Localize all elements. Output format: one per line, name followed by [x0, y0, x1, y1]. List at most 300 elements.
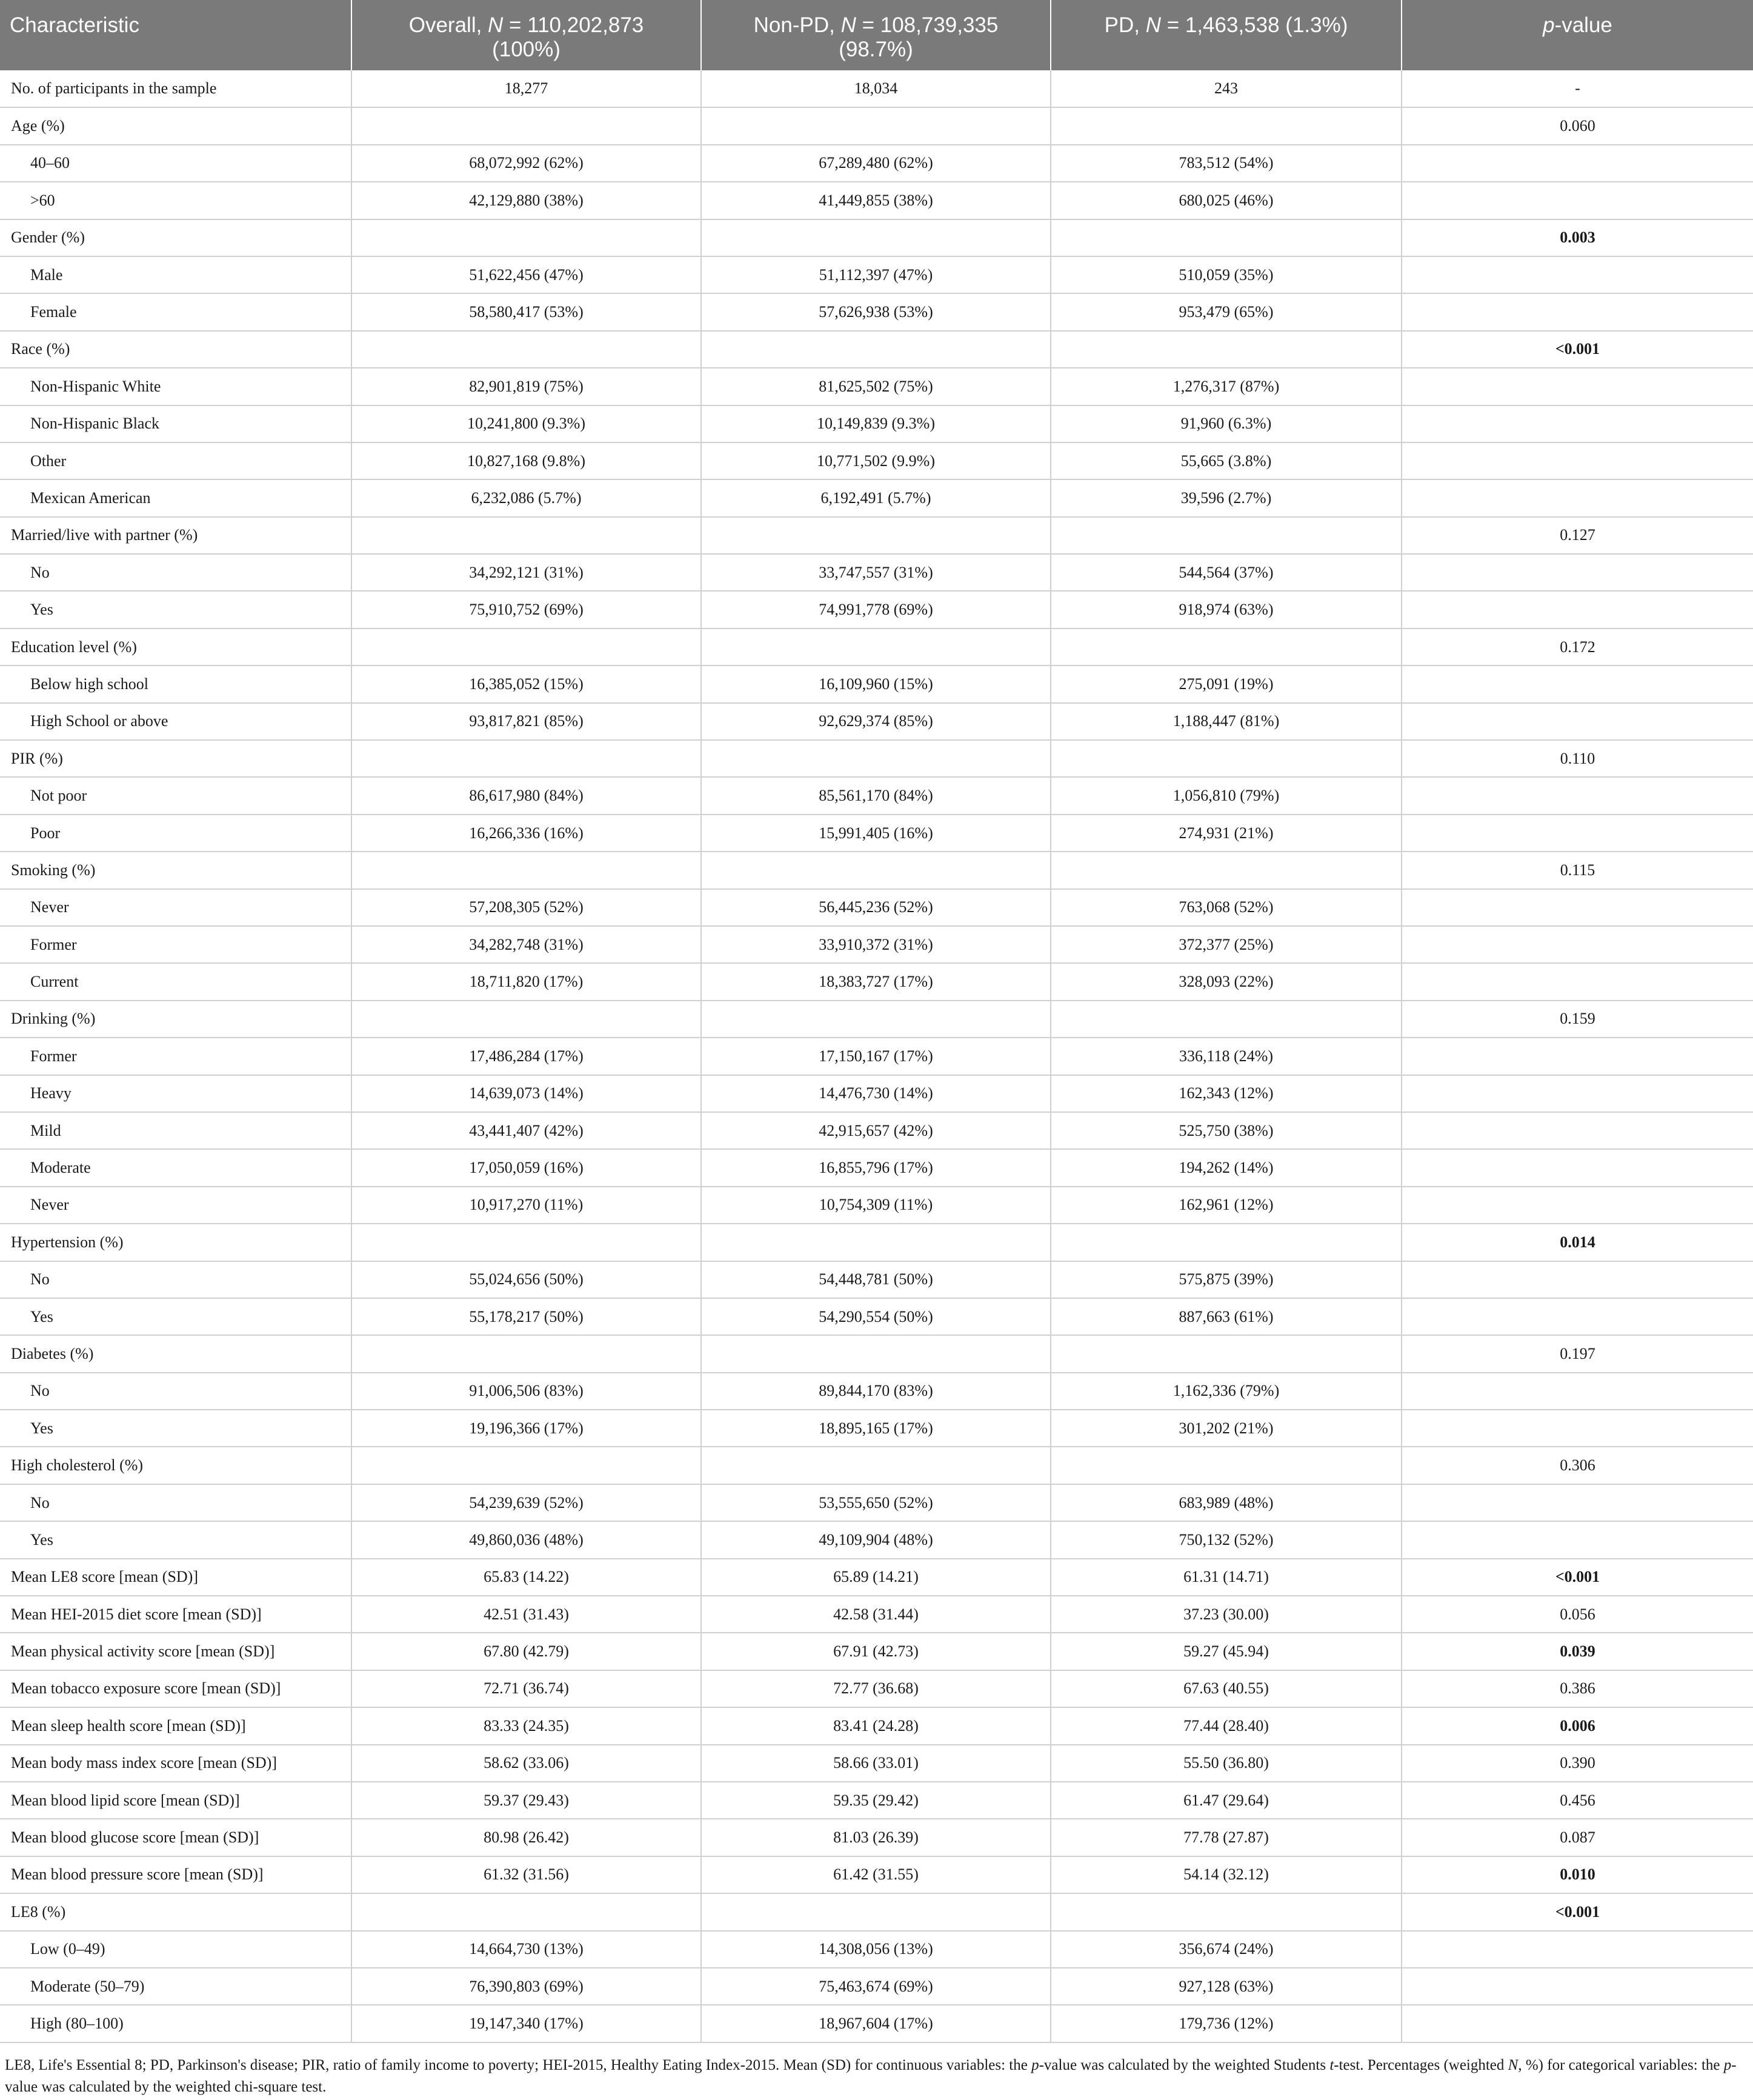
table-row	[0, 1075, 1753, 1112]
cell-characteristic: Never	[0, 889, 351, 926]
table-row	[0, 1001, 1753, 1038]
header-italic: N	[1145, 13, 1161, 37]
cell-non-pd: 72.77 (36.68)	[701, 1670, 1051, 1707]
cell-overall: 6,232,086 (5.7%)	[351, 479, 701, 516]
header-overall	[351, 0, 701, 70]
cell-pd: 887,663 (61%)	[1051, 1298, 1402, 1335]
cell-characteristic: Drinking (%)	[0, 1001, 351, 1038]
cell-characteristic: Yes	[0, 591, 351, 628]
cell-pd: 918,974 (63%)	[1051, 591, 1402, 628]
cell-pd: 575,875 (39%)	[1051, 1261, 1402, 1298]
cell-characteristic: Former	[0, 926, 351, 963]
cell-non-pd: 89,844,170 (83%)	[701, 1373, 1051, 1410]
cell-overall	[351, 1893, 701, 1930]
cell-pd: 1,276,317 (87%)	[1051, 368, 1402, 405]
table-row	[0, 703, 1753, 740]
cell-characteristic: High (80–100)	[0, 2005, 351, 2042]
cell-overall: 57,208,305 (52%)	[351, 889, 701, 926]
cell-non-pd: 75,463,674 (69%)	[701, 1968, 1051, 2005]
cell-pd: 194,262 (14%)	[1051, 1149, 1402, 1186]
cell-non-pd	[701, 1893, 1051, 1930]
table-row	[0, 331, 1753, 368]
cell-pd: 162,961 (12%)	[1051, 1187, 1402, 1224]
cell-non-pd: 81,625,502 (75%)	[701, 368, 1051, 405]
cell-overall: 19,147,340 (17%)	[351, 2005, 701, 2042]
table-row	[0, 70, 1753, 107]
cell-characteristic: No	[0, 1261, 351, 1298]
header-p-value	[1402, 0, 1753, 70]
cell-characteristic: Heavy	[0, 1075, 351, 1112]
cell-p-value: 0.087	[1402, 1819, 1753, 1856]
cell-overall: 75,910,752 (69%)	[351, 591, 701, 628]
cell-characteristic: Hypertension (%)	[0, 1224, 351, 1261]
header-text: Characteristic	[10, 13, 139, 37]
table-row	[0, 665, 1753, 702]
cell-overall: 68,072,992 (62%)	[351, 145, 701, 182]
cell-characteristic: Not poor	[0, 777, 351, 814]
cell-characteristic: Male	[0, 256, 351, 293]
table-row	[0, 1521, 1753, 1558]
cell-p-value	[1402, 405, 1753, 442]
cell-characteristic: Other	[0, 442, 351, 479]
cell-pd: 77.44 (28.40)	[1051, 1707, 1402, 1744]
cell-p-value	[1402, 442, 1753, 479]
table-row	[0, 777, 1753, 814]
header-text-after: = 108,739,335	[856, 13, 999, 37]
cell-p-value: 0.010	[1402, 1856, 1753, 1893]
cell-p-value: <0.001	[1402, 1893, 1753, 1930]
cell-characteristic: Diabetes (%)	[0, 1335, 351, 1372]
cell-characteristic: Former	[0, 1038, 351, 1075]
cell-non-pd: 18,034	[701, 70, 1051, 107]
cell-p-value	[1402, 777, 1753, 814]
cell-overall: 14,664,730 (13%)	[351, 1931, 701, 1968]
cell-non-pd: 18,383,727 (17%)	[701, 963, 1051, 1000]
cell-characteristic: Race (%)	[0, 331, 351, 368]
table-row	[0, 182, 1753, 219]
cell-pd	[1051, 628, 1402, 665]
table-row	[0, 1819, 1753, 1856]
cell-overall	[351, 740, 701, 777]
cell-overall	[351, 1335, 701, 1372]
cell-characteristic: Mean body mass index score [mean (SD)]	[0, 1745, 351, 1782]
cell-overall: 18,711,820 (17%)	[351, 963, 701, 1000]
cell-p-value	[1402, 145, 1753, 182]
cell-p-value: 0.115	[1402, 852, 1753, 888]
table-row	[0, 1484, 1753, 1521]
cell-characteristic: Yes	[0, 1521, 351, 1558]
cell-pd: 356,674 (24%)	[1051, 1931, 1402, 1968]
table-row	[0, 815, 1753, 852]
cell-overall: 10,827,168 (9.8%)	[351, 442, 701, 479]
cell-characteristic: Mean blood lipid score [mean (SD)]	[0, 1782, 351, 1819]
cell-p-value: 0.386	[1402, 1670, 1753, 1707]
cell-non-pd: 15,991,405 (16%)	[701, 815, 1051, 852]
cell-pd: 1,162,336 (79%)	[1051, 1373, 1402, 1410]
table-row	[0, 1596, 1753, 1633]
cell-overall: 17,050,059 (16%)	[351, 1149, 701, 1186]
footnote-italic: p	[1723, 2057, 1732, 2073]
cell-p-value: 0.056	[1402, 1596, 1753, 1633]
cell-overall: 59.37 (29.43)	[351, 1782, 701, 1819]
cell-p-value	[1402, 1521, 1753, 1558]
cell-pd: 39,596 (2.7%)	[1051, 479, 1402, 516]
cell-pd: 301,202 (21%)	[1051, 1410, 1402, 1447]
table-row	[0, 2005, 1753, 2042]
cell-non-pd: 10,771,502 (9.9%)	[701, 442, 1051, 479]
cell-pd: 91,960 (6.3%)	[1051, 405, 1402, 442]
cell-non-pd: 85,561,170 (84%)	[701, 777, 1051, 814]
cell-characteristic: Yes	[0, 1298, 351, 1335]
table-row	[0, 554, 1753, 591]
header-italic: N	[488, 13, 504, 37]
cell-pd	[1051, 1447, 1402, 1484]
cell-p-value	[1402, 1484, 1753, 1521]
cell-overall: 49,860,036 (48%)	[351, 1521, 701, 1558]
cell-pd: 61.47 (29.64)	[1051, 1782, 1402, 1819]
header-subtext: (98.7%)	[839, 38, 913, 61]
cell-non-pd: 16,855,796 (17%)	[701, 1149, 1051, 1186]
cell-pd: 510,059 (35%)	[1051, 256, 1402, 293]
cell-p-value	[1402, 1075, 1753, 1112]
cell-overall: 34,292,121 (31%)	[351, 554, 701, 591]
cell-non-pd: 33,910,372 (31%)	[701, 926, 1051, 963]
cell-characteristic: Moderate (50–79)	[0, 1968, 351, 2005]
cell-overall: 42.51 (31.43)	[351, 1596, 701, 1633]
table-row	[0, 926, 1753, 963]
table-row	[0, 1670, 1753, 1707]
cell-characteristic: No	[0, 1484, 351, 1521]
cell-overall: 19,196,366 (17%)	[351, 1410, 701, 1447]
table-row	[0, 1187, 1753, 1224]
cell-p-value: <0.001	[1402, 1559, 1753, 1596]
table-row	[0, 628, 1753, 665]
cell-non-pd	[701, 517, 1051, 554]
footnote-text: -value was calculated by the weighted chi-square test.	[5, 2057, 1737, 2095]
cell-pd: 953,479 (65%)	[1051, 293, 1402, 330]
cell-overall: 58.62 (33.06)	[351, 1745, 701, 1782]
cell-p-value	[1402, 479, 1753, 516]
cell-characteristic: >60	[0, 182, 351, 219]
table-row	[0, 1149, 1753, 1186]
table-row	[0, 1038, 1753, 1075]
cell-pd: 336,118 (24%)	[1051, 1038, 1402, 1075]
cell-p-value	[1402, 1038, 1753, 1075]
header-italic: N	[840, 13, 856, 37]
cell-pd: 162,343 (12%)	[1051, 1075, 1402, 1112]
cell-non-pd: 10,149,839 (9.3%)	[701, 405, 1051, 442]
cell-pd	[1051, 219, 1402, 256]
cell-non-pd	[701, 1001, 1051, 1038]
cell-characteristic: PIR (%)	[0, 740, 351, 777]
table-row	[0, 1931, 1753, 1968]
cell-characteristic: Below high school	[0, 665, 351, 702]
footnote-italic: t	[1329, 2057, 1334, 2073]
cell-overall	[351, 331, 701, 368]
cell-non-pd: 18,967,604 (17%)	[701, 2005, 1051, 2042]
cell-p-value	[1402, 703, 1753, 740]
cell-non-pd: 65.89 (14.21)	[701, 1559, 1051, 1596]
table-row	[0, 1373, 1753, 1410]
cell-characteristic: Mexican American	[0, 479, 351, 516]
table-row	[0, 1893, 1753, 1930]
cell-non-pd: 51,112,397 (47%)	[701, 256, 1051, 293]
cell-non-pd: 56,445,236 (52%)	[701, 889, 1051, 926]
cell-p-value: 0.197	[1402, 1335, 1753, 1372]
cell-non-pd	[701, 331, 1051, 368]
cell-overall: 72.71 (36.74)	[351, 1670, 701, 1707]
cell-overall	[351, 517, 701, 554]
table-row	[0, 1224, 1753, 1261]
table-row	[0, 1559, 1753, 1596]
cell-pd	[1051, 517, 1402, 554]
cell-p-value	[1402, 665, 1753, 702]
cell-pd: 77.78 (27.87)	[1051, 1819, 1402, 1856]
cell-pd	[1051, 1224, 1402, 1261]
cell-non-pd: 6,192,491 (5.7%)	[701, 479, 1051, 516]
table-row	[0, 1447, 1753, 1484]
cell-pd: 372,377 (25%)	[1051, 926, 1402, 963]
cell-non-pd: 81.03 (26.39)	[701, 1819, 1051, 1856]
cell-characteristic: Mean physical activity score [mean (SD)]	[0, 1633, 351, 1670]
cell-non-pd: 10,754,309 (11%)	[701, 1187, 1051, 1224]
cell-characteristic: Married/live with partner (%)	[0, 517, 351, 554]
cell-pd: 243	[1051, 70, 1402, 107]
header-text: PD,	[1104, 13, 1146, 37]
header-non-pd	[701, 0, 1051, 70]
cell-p-value	[1402, 1298, 1753, 1335]
cell-p-value	[1402, 1410, 1753, 1447]
cell-pd: 328,093 (22%)	[1051, 963, 1402, 1000]
cell-p-value: 0.172	[1402, 628, 1753, 665]
table-row	[0, 1410, 1753, 1447]
cell-overall: 58,580,417 (53%)	[351, 293, 701, 330]
cell-overall	[351, 628, 701, 665]
cell-p-value: 0.003	[1402, 219, 1753, 256]
cell-overall: 51,622,456 (47%)	[351, 256, 701, 293]
header-pd	[1051, 0, 1402, 70]
table-row	[0, 1261, 1753, 1298]
cell-p-value	[1402, 1149, 1753, 1186]
cell-pd	[1051, 852, 1402, 888]
header-text-after: = 110,202,873	[503, 13, 644, 37]
footnote-text: LE8, Life's Essential 8; PD, Parkinson's disease; PIR, ratio of family income to poverty; HEI-2015, Healthy Eating Index-2015. Mean (SD) for continuous variables: the	[5, 2057, 1032, 2073]
cell-non-pd: 74,991,778 (69%)	[701, 591, 1051, 628]
cell-characteristic: Moderate	[0, 1149, 351, 1186]
cell-non-pd: 42.58 (31.44)	[701, 1596, 1051, 1633]
cell-non-pd	[701, 1447, 1051, 1484]
footnote-italic: N	[1508, 2057, 1518, 2073]
cell-characteristic: Mean blood glucose score [mean (SD)]	[0, 1819, 351, 1856]
cell-p-value	[1402, 2005, 1753, 2042]
cell-characteristic: Education level (%)	[0, 628, 351, 665]
cell-p-value	[1402, 1968, 1753, 2005]
cell-overall: 43,441,407 (42%)	[351, 1112, 701, 1149]
table-row	[0, 256, 1753, 293]
cell-pd: 67.63 (40.55)	[1051, 1670, 1402, 1707]
cell-overall	[351, 1447, 701, 1484]
header-text-after: = 1,463,538 (1.3%)	[1160, 13, 1348, 37]
cell-overall: 54,239,639 (52%)	[351, 1484, 701, 1521]
cell-pd: 274,931 (21%)	[1051, 815, 1402, 852]
cell-non-pd	[701, 628, 1051, 665]
cell-p-value: 0.306	[1402, 1447, 1753, 1484]
cell-overall	[351, 852, 701, 888]
table-row	[0, 1707, 1753, 1744]
cell-pd: 783,512 (54%)	[1051, 145, 1402, 182]
cell-pd: 275,091 (19%)	[1051, 665, 1402, 702]
cell-non-pd: 59.35 (29.42)	[701, 1782, 1051, 1819]
cell-p-value	[1402, 554, 1753, 591]
cell-p-value	[1402, 889, 1753, 926]
cell-non-pd	[701, 1335, 1051, 1372]
cell-overall: 83.33 (24.35)	[351, 1707, 701, 1744]
cell-non-pd: 67,289,480 (62%)	[701, 145, 1051, 182]
cell-non-pd: 57,626,938 (53%)	[701, 293, 1051, 330]
cell-overall: 55,024,656 (50%)	[351, 1261, 701, 1298]
cell-pd: 763,068 (52%)	[1051, 889, 1402, 926]
cell-characteristic: Mild	[0, 1112, 351, 1149]
cell-characteristic: Never	[0, 1187, 351, 1224]
table-row	[0, 442, 1753, 479]
table-row	[0, 368, 1753, 405]
cell-pd: 61.31 (14.71)	[1051, 1559, 1402, 1596]
cell-p-value	[1402, 1931, 1753, 1968]
cell-overall: 93,817,821 (85%)	[351, 703, 701, 740]
cell-characteristic: Poor	[0, 815, 351, 852]
cell-overall: 65.83 (14.22)	[351, 1559, 701, 1596]
cell-non-pd	[701, 107, 1051, 144]
cell-p-value	[1402, 293, 1753, 330]
cell-p-value	[1402, 815, 1753, 852]
table-row	[0, 1782, 1753, 1819]
cell-pd: 927,128 (63%)	[1051, 1968, 1402, 2005]
cell-non-pd: 54,290,554 (50%)	[701, 1298, 1051, 1335]
cell-pd	[1051, 1001, 1402, 1038]
cell-overall: 67.80 (42.79)	[351, 1633, 701, 1670]
cell-p-value	[1402, 368, 1753, 405]
cell-p-value	[1402, 256, 1753, 293]
cell-non-pd: 41,449,855 (38%)	[701, 182, 1051, 219]
cell-pd: 55.50 (36.80)	[1051, 1745, 1402, 1782]
footnote-text: , %) for categorical variables: the	[1518, 2057, 1724, 2073]
footnote-text: -value was calculated by the weighted Students	[1039, 2057, 1330, 2073]
table-row	[0, 1856, 1753, 1893]
header-row	[0, 0, 1753, 70]
table-row	[0, 517, 1753, 554]
cell-pd: 54.14 (32.12)	[1051, 1856, 1402, 1893]
cell-characteristic: No	[0, 554, 351, 591]
cell-characteristic: No	[0, 1373, 351, 1410]
cell-overall: 10,917,270 (11%)	[351, 1187, 701, 1224]
cell-overall: 10,241,800 (9.3%)	[351, 405, 701, 442]
cell-non-pd: 18,895,165 (17%)	[701, 1410, 1051, 1447]
cell-characteristic: Mean HEI-2015 diet score [mean (SD)]	[0, 1596, 351, 1633]
cell-characteristic: Low (0–49)	[0, 1931, 351, 1968]
cell-non-pd	[701, 1224, 1051, 1261]
table-row	[0, 1298, 1753, 1335]
table-header	[0, 0, 1753, 70]
cell-non-pd: 33,747,557 (31%)	[701, 554, 1051, 591]
cell-overall	[351, 219, 701, 256]
cell-characteristic: 40–60	[0, 145, 351, 182]
cell-pd: 1,188,447 (81%)	[1051, 703, 1402, 740]
table-row	[0, 591, 1753, 628]
table-row	[0, 1745, 1753, 1782]
cell-overall	[351, 107, 701, 144]
cell-pd: 1,056,810 (79%)	[1051, 777, 1402, 814]
cell-pd: 59.27 (45.94)	[1051, 1633, 1402, 1670]
cell-characteristic: Non-Hispanic Black	[0, 405, 351, 442]
cell-p-value	[1402, 591, 1753, 628]
cell-pd: 683,989 (48%)	[1051, 1484, 1402, 1521]
cell-overall: 17,486,284 (17%)	[351, 1038, 701, 1075]
cell-non-pd: 14,308,056 (13%)	[701, 1931, 1051, 1968]
header-text: Non-PD,	[753, 13, 841, 37]
cell-p-value: 0.006	[1402, 1707, 1753, 1744]
cell-pd	[1051, 331, 1402, 368]
cell-characteristic: Gender (%)	[0, 219, 351, 256]
cell-overall	[351, 1001, 701, 1038]
cell-non-pd: 83.41 (24.28)	[701, 1707, 1051, 1744]
header-text: Overall,	[408, 13, 488, 37]
table-row	[0, 219, 1753, 256]
cell-p-value: -	[1402, 70, 1753, 107]
cell-p-value: 0.060	[1402, 107, 1753, 144]
cell-pd: 37.23 (30.00)	[1051, 1596, 1402, 1633]
cell-p-value: 0.456	[1402, 1782, 1753, 1819]
footnote-text: -test. Percentages (weighted	[1334, 2057, 1508, 2073]
cell-overall: 55,178,217 (50%)	[351, 1298, 701, 1335]
cell-p-value: 0.390	[1402, 1745, 1753, 1782]
cell-pd	[1051, 740, 1402, 777]
cell-p-value	[1402, 963, 1753, 1000]
header-characteristic	[0, 0, 351, 70]
cell-characteristic: Non-Hispanic White	[0, 368, 351, 405]
cell-p-value: 0.159	[1402, 1001, 1753, 1038]
footnote-italic: p	[1031, 2057, 1039, 2073]
header-text-after: -value	[1554, 13, 1612, 37]
table-row	[0, 963, 1753, 1000]
cell-characteristic: Female	[0, 293, 351, 330]
cell-characteristic: High School or above	[0, 703, 351, 740]
cell-p-value: 0.110	[1402, 740, 1753, 777]
table-row	[0, 889, 1753, 926]
cell-pd	[1051, 107, 1402, 144]
cell-non-pd: 14,476,730 (14%)	[701, 1075, 1051, 1112]
cell-overall: 76,390,803 (69%)	[351, 1968, 701, 2005]
cell-characteristic: Mean blood pressure score [mean (SD)]	[0, 1856, 351, 1893]
cell-characteristic: Mean LE8 score [mean (SD)]	[0, 1559, 351, 1596]
cell-non-pd: 92,629,374 (85%)	[701, 703, 1051, 740]
cell-characteristic: Mean sleep health score [mean (SD)]	[0, 1707, 351, 1744]
cell-overall: 86,617,980 (84%)	[351, 777, 701, 814]
cell-overall	[351, 1224, 701, 1261]
cell-overall: 18,277	[351, 70, 701, 107]
cell-overall: 34,282,748 (31%)	[351, 926, 701, 963]
cell-pd	[1051, 1893, 1402, 1930]
cell-overall: 16,266,336 (16%)	[351, 815, 701, 852]
cell-p-value: 0.014	[1402, 1224, 1753, 1261]
cell-p-value: 0.127	[1402, 517, 1753, 554]
cell-non-pd: 67.91 (42.73)	[701, 1633, 1051, 1670]
cell-non-pd: 49,109,904 (48%)	[701, 1521, 1051, 1558]
cell-non-pd: 53,555,650 (52%)	[701, 1484, 1051, 1521]
cell-p-value	[1402, 1261, 1753, 1298]
cell-non-pd	[701, 740, 1051, 777]
table-row	[0, 107, 1753, 144]
cell-pd: 544,564 (37%)	[1051, 554, 1402, 591]
